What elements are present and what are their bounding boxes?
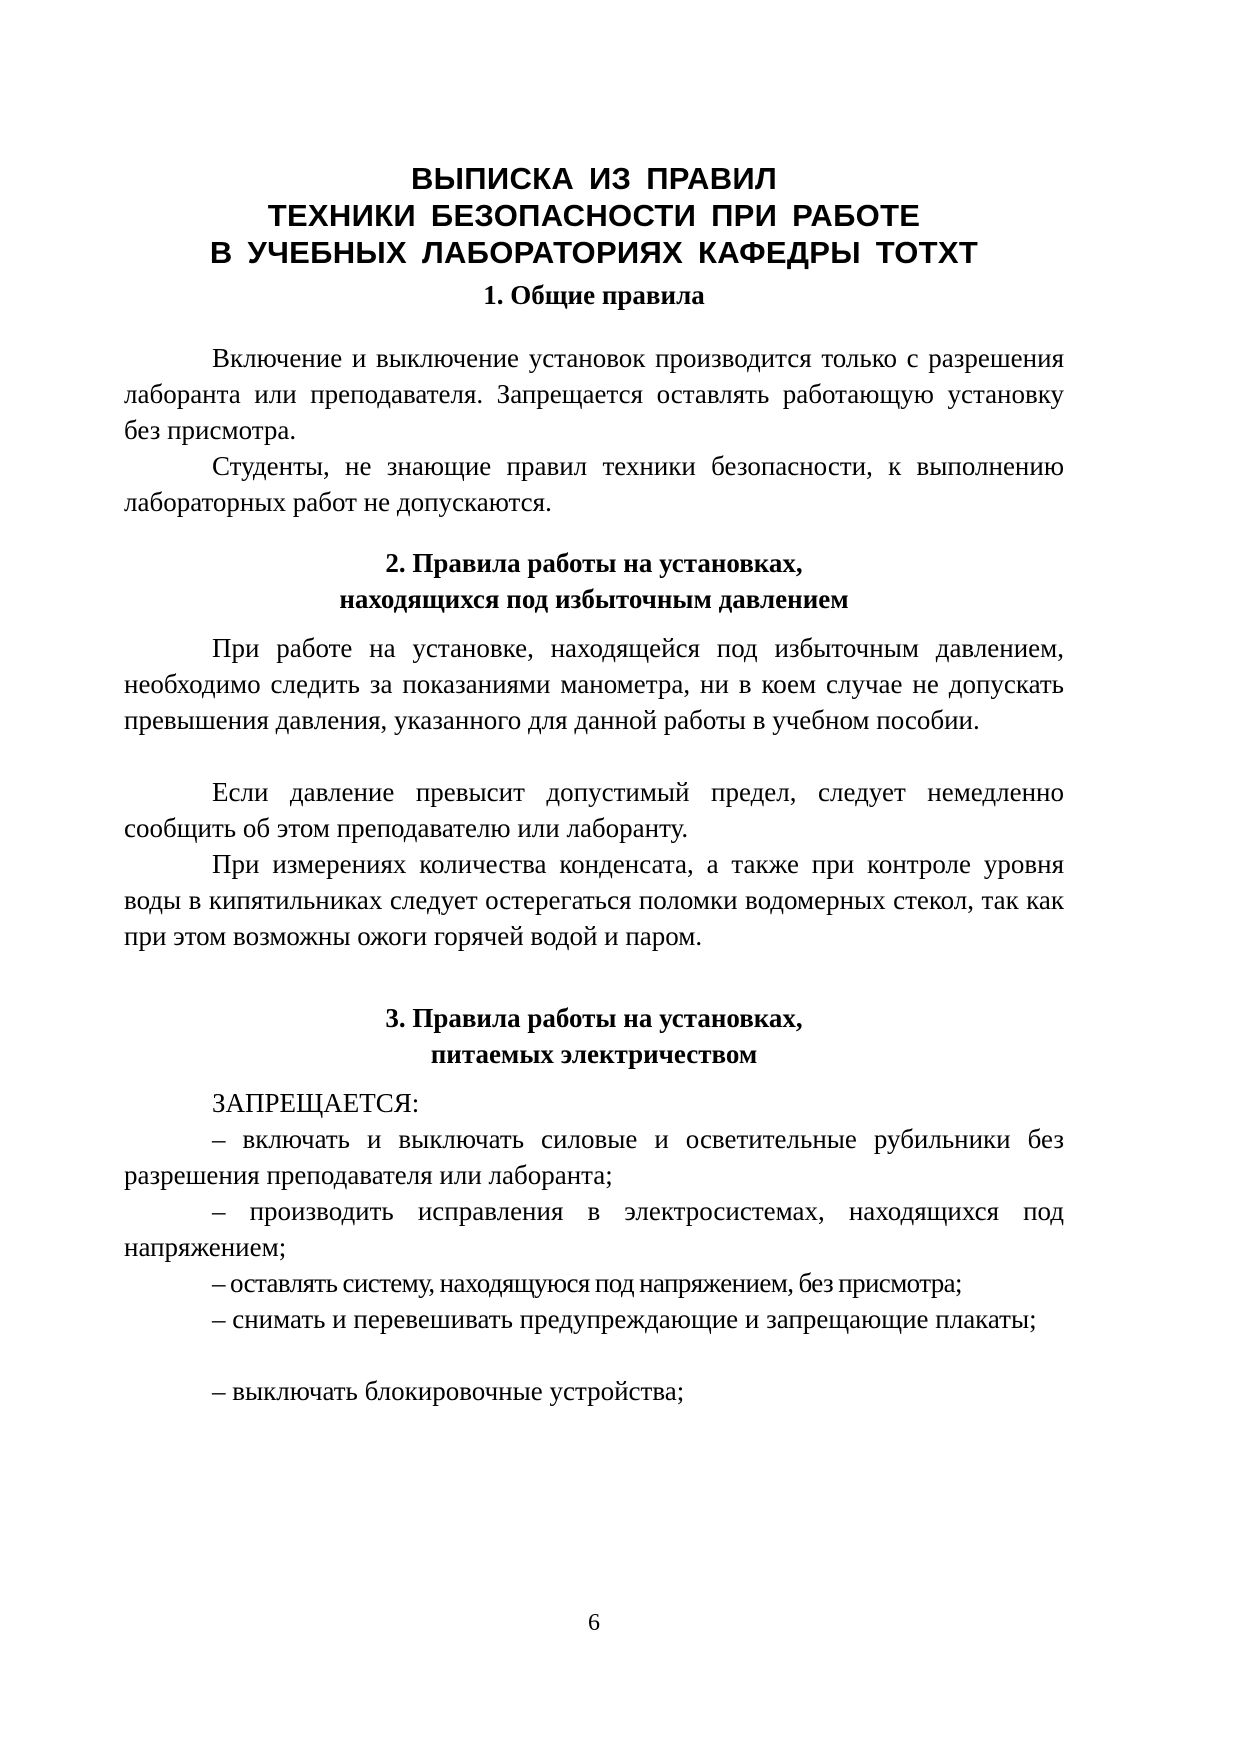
prohibited-list-item: – производить исправления в электросистемах, находящихся под напряжением; (124, 1196, 1064, 1262)
prohibited-list-item: – снимать и перевешивать предупреждающие и запрещающие плакаты; (212, 1304, 1037, 1334)
prohibited-list-item: – включать и выключать силовые и осветительные рубильники без разрешения преподавателя или лаборанта; (124, 1124, 1064, 1190)
heading-line: 3. Правила работы на установках, (385, 1003, 803, 1033)
prohibited-list-item: – выключать блокировочные устройства; (212, 1376, 685, 1406)
title-line: ТЕХНИКИ БЕЗОПАСНОСТИ ПРИ РАБОТЕ (267, 198, 921, 233)
heading-line: находящихся под избыточным давлением (339, 584, 849, 614)
heading-line: 2. Правила работы на установках, (385, 548, 803, 578)
section-2-paragraph: Если давление превысит допустимый предел, следует немедленно сообщить об этом преподавателю или лаборанту. (124, 777, 1064, 843)
title-line: ВЫПИСКА ИЗ ПРАВИЛ (410, 161, 778, 196)
section-2-paragraph: При работе на установке, находящейся под избыточным давлением, необходимо следить за показаниями манометра, ни в коем случае не допускать превышения давления, указанного для данной работы в учебном пособии. (124, 633, 1064, 735)
title-line: В УЧЕБНЫХ ЛАБОРАТОРИЯХ КАФЕДРЫ ТОТХТ (209, 235, 979, 270)
document-page (124, 0, 1064, 1754)
heading-line: питаемых электричеством (430, 1039, 758, 1069)
section-3-heading (124, 1000, 1064, 1072)
section-2-paragraph: При измерениях количества конденсата, а также при контроле уровня воды в кипятильниках следует остерегаться поломки водомерных стекол, так как при этом возможны ожоги горячей водой и паром. (124, 849, 1064, 951)
prohibited-list-item: – оставлять систему, находящуюся под напряжением, без присмотра; (212, 1268, 962, 1298)
document-title (124, 160, 1064, 271)
section-1-heading: 1. Общие правила (483, 280, 705, 310)
section-2-heading (124, 545, 1064, 617)
page-number: 6 (588, 1610, 600, 1636)
section-1-paragraph: Включение и выключение установок производится только с разрешения лаборанта или преподавателя. Запрещается оставлять работающую установку без присмотра. (124, 343, 1064, 445)
prohibited-intro: ЗАПРЕЩАЕТСЯ: (212, 1088, 420, 1118)
section-1-paragraph: Студенты, не знающие правил техники безопасности, к выполнению лабораторных работ не допускаются. (124, 451, 1064, 517)
